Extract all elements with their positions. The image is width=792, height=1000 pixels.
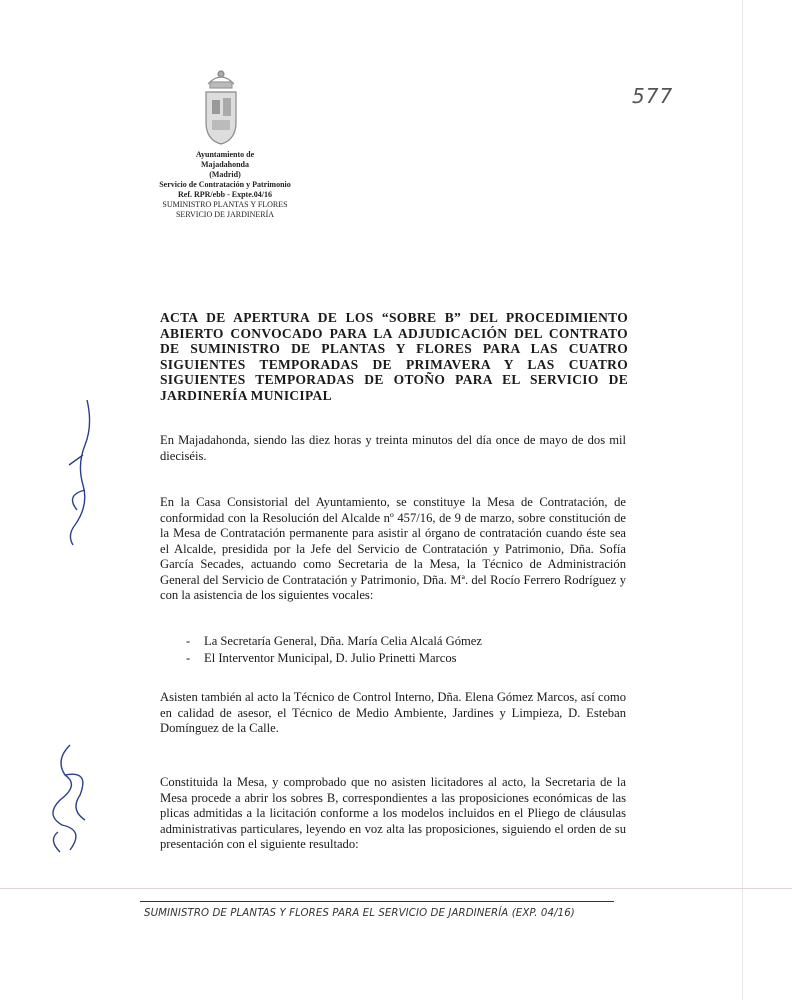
list-item [186, 633, 606, 650]
list-bullet: - [186, 651, 191, 665]
footer-divider [140, 901, 614, 902]
signature-mark [55, 395, 105, 555]
letterhead-line: (Madrid) [209, 170, 241, 179]
letterhead-line: SERVICIO DE JARDINERÍA [175, 210, 275, 219]
letterhead [140, 150, 310, 220]
list-item [186, 650, 606, 667]
signature-mark [40, 740, 100, 860]
scan-edge [742, 0, 743, 1000]
document-title: ACTA DE APERTURA DE LOS “SOBRE B” DEL PROCEDIMIENTO ABIERTO CONVOCADO PARA LA ADJUDICACIÓN DEL CONTRATO DE SUMINISTRO DE PLANTAS Y FLORES PARA LAS CUATRO SIGUIENTES TEMPORADAS DE PRIMAVERA Y LAS CUATRO SIGUIENTES TEMPORADAS DE OTOÑO PARA EL SERVICIO DE JARDINERÍA MUNICIPAL [160, 310, 628, 403]
letterhead-line: Ayuntamiento de [195, 150, 255, 159]
list-item-text: La Secretaría General, Dña. María Celia Alcalá Gómez [204, 634, 482, 648]
footer-text: SUMINISTRO DE PLANTAS Y FLORES PARA EL SERVICIO DE JARDINERÍA (EXP. 04/16) [144, 908, 575, 919]
paragraph-procedure: Constituida la Mesa, y comprobado que no asisten licitadores al acto, la Secretaria de la Mesa procede a abrir los sobres B, correspondientes a las proposiciones económicas de las plicas admitidas a la licitación conforme a los modelos incluidos en el Pliego de cláusulas administrativas particulares, leyendo en voz alta las proposiciones, siguiendo el orden de su presentación con el siguiente resultado: [160, 775, 626, 851]
vocales-list [186, 633, 606, 667]
paragraph-date: En Majadahonda, siendo las diez horas y treinta minutos del día once de mayo de dos mil dieciséis. [160, 433, 626, 463]
paragraph-attendees: Asisten también al acto la Técnico de Control Interno, Dña. Elena Gómez Marcos, así como en calidad de asesor, el Técnico de Medio Ambiente, Jardines y Limpieza, D. Esteban Domínguez de la Calle. [160, 690, 626, 735]
letterhead-line: Ref. RPR/ebb - Expte.04/16 [178, 190, 272, 199]
letterhead-line: Majadahonda [200, 160, 249, 169]
page-number: 577 [632, 84, 674, 108]
letterhead-line: Servicio de Contratación y Patrimonio [159, 180, 291, 189]
municipal-crest-icon [198, 66, 244, 148]
list-item-text: El Interventor Municipal, D. Julio Prinetti Marcos [204, 651, 457, 665]
list-bullet: - [186, 634, 191, 648]
letterhead-line: SUMINISTRO PLANTAS Y FLORES [162, 200, 288, 209]
scan-smudge [0, 888, 792, 889]
paragraph-constitution: En la Casa Consistorial del Ayuntamiento, se constituye la Mesa de Contratación, de conformidad con la Resolución del Alcalde nº 457/16, de 9 de marzo, sobre constitución de la Mesa de Contratación permanente para asistir al órgano de contratación cuando éste sea el Alcalde, presidida por la Jefe del Servicio de Contratación y Patrimonio, Dña. Sofía García Secades, actuando como Secretaria de la Mesa, la Técnico de Administración General del Servicio de Contratación y Patrimonio, Dña. Mª. del Rocío Ferrero Rodríguez y con la asistencia de los siguientes vocales: [160, 495, 626, 602]
